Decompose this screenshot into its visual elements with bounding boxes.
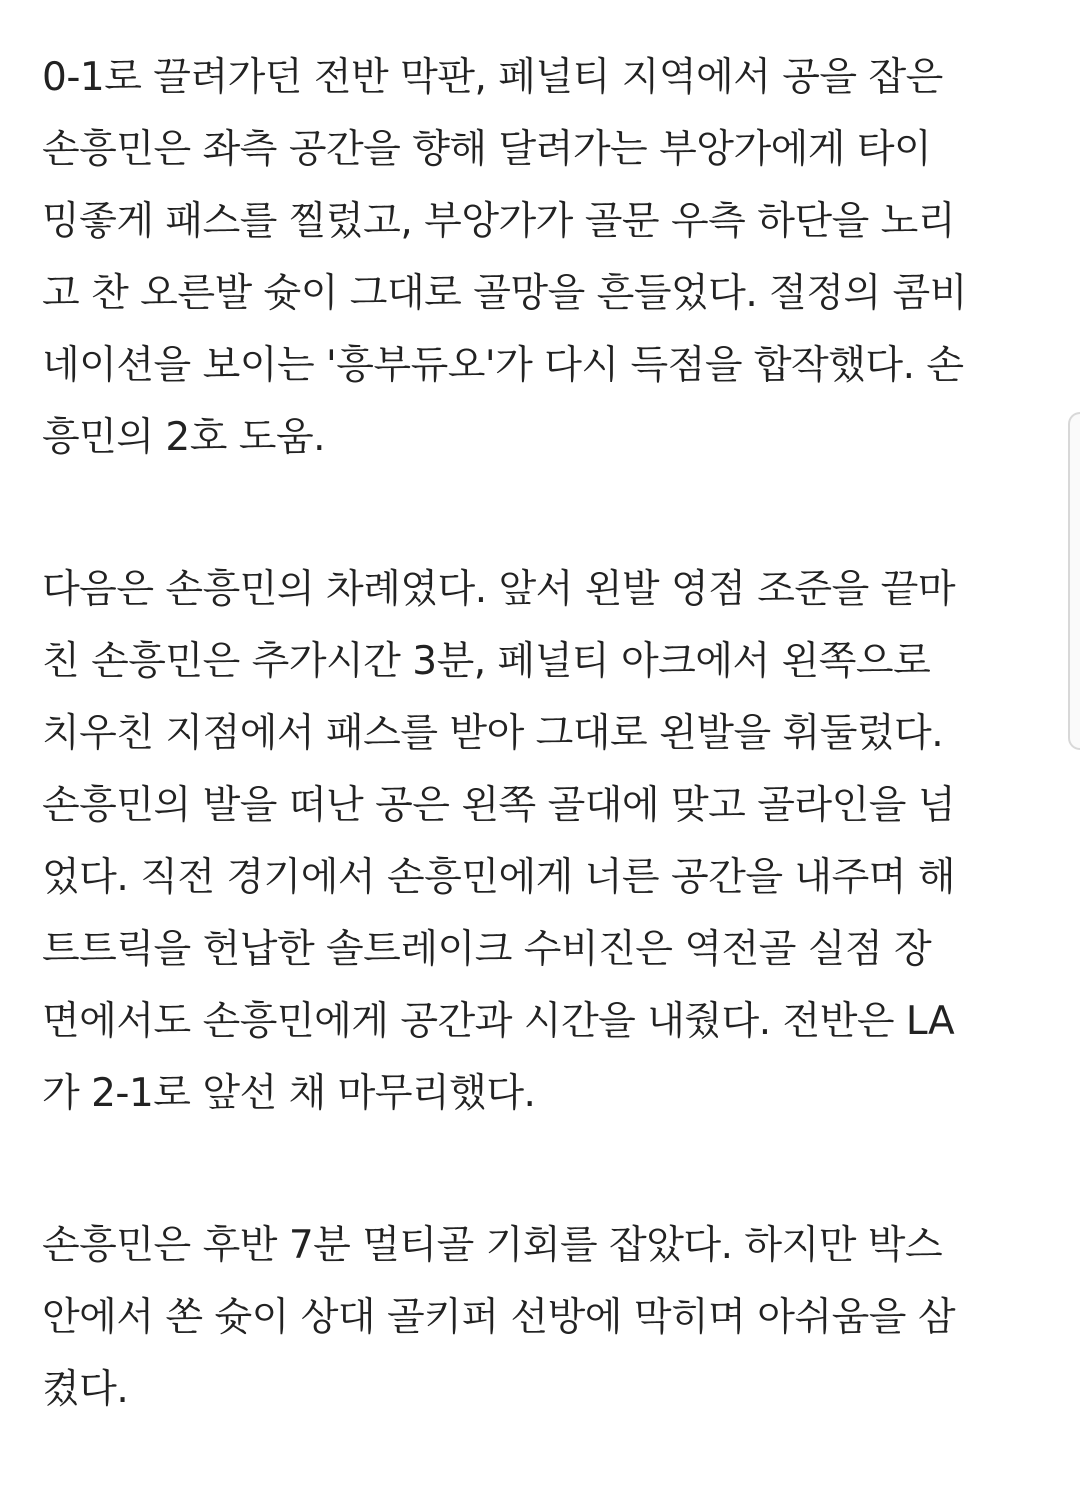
paragraph-3 [42, 1216, 1042, 1432]
text-line: 트트릭을 헌납한 솔트레이크 수비진은 역전골 실점 장 [42, 927, 932, 972]
text-line: 흥민의 2호 도움. [42, 415, 326, 460]
text-line: 면에서도 손흥민에게 공간과 시간을 내줬다. 전반은 LA [42, 999, 955, 1044]
text-line: 안에서 쏜 슛이 상대 골키퍼 선방에 막히며 아쉬움을 삼 [42, 1295, 956, 1340]
text-line: 손흥민은 후반 7분 멀티골 기회를 잡았다. 하지만 박스 [42, 1223, 943, 1268]
text-line: 친 손흥민은 추가시간 3분, 페널티 아크에서 왼쪽으로 [42, 639, 931, 684]
paragraph-1 [42, 48, 1042, 480]
text-line: 치우친 지점에서 패스를 받아 그대로 왼발을 휘둘렀다. [42, 711, 944, 756]
text-line: 고 찬 오른발 슛이 그대로 골망을 흔들었다. 절정의 콤비 [42, 271, 967, 316]
text-line: 손흥민의 발을 떠난 공은 왼쪽 골대에 맞고 골라인을 넘 [42, 783, 956, 828]
text-line: 다음은 손흥민의 차례였다. 앞서 왼발 영점 조준을 끝마 [42, 567, 956, 612]
text-line: 밍좋게 패스를 찔렀고, 부앙가가 골문 우측 하단을 노리 [42, 199, 956, 244]
text-line: 켰다. [42, 1367, 129, 1412]
text-line: 었다. 직전 경기에서 손흥민에게 너른 공간을 내주며 해 [42, 855, 956, 900]
text-line: 네이션을 보이는 '흥부듀오'가 다시 득점을 합작했다. 손 [42, 343, 964, 388]
text-line: 0-1로 끌려가던 전반 막판, 페널티 지역에서 공을 잡은 [42, 55, 943, 100]
article-body [42, 48, 1042, 1512]
paragraph-2 [42, 560, 1042, 1136]
text-line: 가 2-1로 앞선 채 마무리했다. [42, 1071, 536, 1116]
text-line: 손흥민은 좌측 공간을 향해 달려가는 부앙가에게 타이 [42, 127, 932, 172]
scroll-handle[interactable] [1068, 412, 1080, 750]
